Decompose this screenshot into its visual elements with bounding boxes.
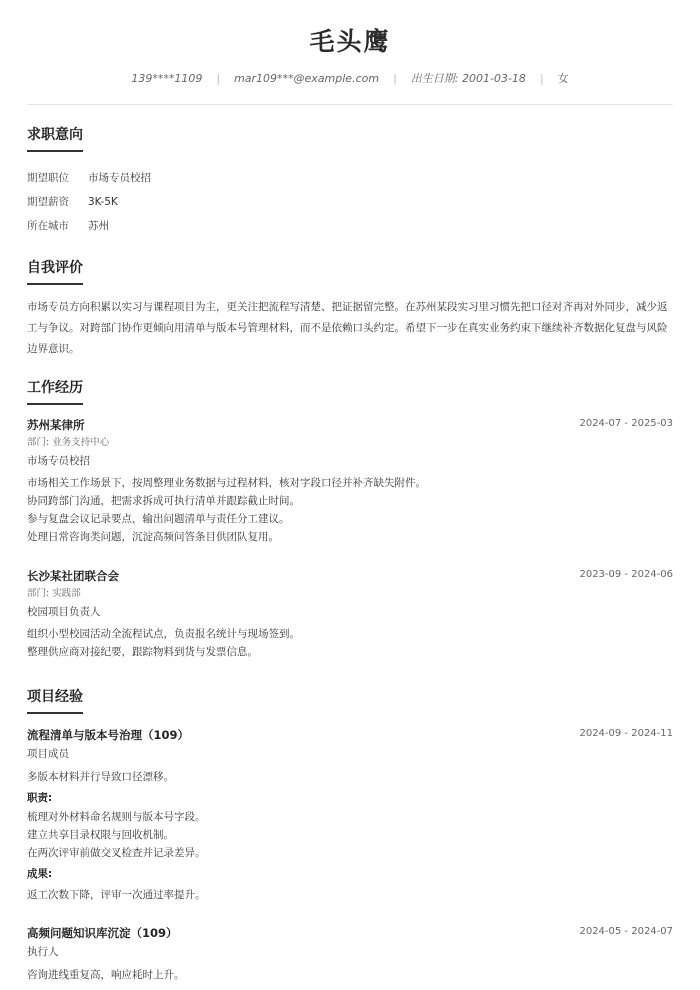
section-title: 工作经历 bbox=[27, 379, 83, 405]
intent-list bbox=[27, 166, 673, 238]
job-role: 校园项目负责人 bbox=[27, 606, 101, 618]
section-title: 自我评价 bbox=[27, 259, 83, 285]
duty-label: 职责: bbox=[27, 792, 53, 804]
paragraph-line: 工与争议。对跨部门协作更倾向用清单与版本号管理材料，而不是依赖口头约定。希望下一步在真实业务约束下继续补齐数据化复盘与风险 bbox=[27, 322, 668, 334]
section-self-evaluation bbox=[27, 257, 673, 360]
result-line: 返工次数下降，评审一次通过率提升。 bbox=[27, 889, 206, 901]
project-role: 项目成员 bbox=[27, 748, 69, 760]
paragraph-line: 边界意识。 bbox=[27, 343, 80, 355]
project-background: 多版本材料并行导致口径漂移。 bbox=[27, 771, 174, 783]
date-range: 2024-05 - 2024-07 bbox=[579, 926, 673, 937]
date-range: 2024-09 - 2024-11 bbox=[579, 728, 673, 739]
company-name: 苏州某律所 bbox=[27, 418, 85, 432]
section-title: 求职意向 bbox=[27, 126, 83, 152]
duty-list bbox=[27, 808, 673, 862]
date-range: 2023-09 - 2024-06 bbox=[579, 569, 673, 580]
project-entry bbox=[27, 725, 673, 906]
duty-line: 在两次评审前做交叉检查并记录差异。 bbox=[27, 847, 206, 859]
work-entry bbox=[27, 415, 673, 546]
job-role: 市场专员校招 bbox=[27, 455, 90, 467]
section-job-intent bbox=[27, 124, 673, 238]
result-label: 成果: bbox=[27, 868, 53, 880]
date-range: 2024-07 - 2025-03 bbox=[579, 418, 673, 429]
intent-key: 期望职位 bbox=[27, 172, 69, 184]
project-name: 流程清单与版本号治理（109） bbox=[27, 728, 190, 742]
duty-line: 建立共享目录权限与回收机制。 bbox=[27, 829, 174, 841]
project-name: 高频问题知识库沉淀（109） bbox=[27, 926, 178, 940]
intent-value: 苏州 bbox=[88, 220, 109, 232]
birth-date: 出生日期: 2001-03-18 bbox=[410, 72, 526, 85]
work-description bbox=[27, 625, 673, 661]
intent-value: 市场专员校招 bbox=[88, 172, 151, 184]
separator: | bbox=[393, 72, 397, 85]
description-line: 处理日常咨询类问题，沉淀高频问答条目供团队复用。 bbox=[27, 531, 279, 543]
section-title: 项目经验 bbox=[27, 688, 83, 714]
description-line: 整理供应商对接纪要，跟踪物料到货与发票信息。 bbox=[27, 646, 258, 658]
department: 部门: 实践部 bbox=[27, 588, 81, 599]
intent-value: 3K-5K bbox=[88, 196, 118, 208]
project-role: 执行人 bbox=[27, 946, 59, 958]
department: 部门: 业务支持中心 bbox=[27, 437, 110, 448]
paragraph-line: 市场专员方向积累以实习与课程项目为主，更关注把流程写清楚、把证据留完整。在苏州某段实习里习惯先把口径对齐再对外同步，减少返 bbox=[27, 301, 668, 313]
duty-line: 梳理对外材料命名规则与版本号字段。 bbox=[27, 811, 206, 823]
separator: | bbox=[216, 72, 221, 85]
section-projects bbox=[27, 686, 673, 714]
work-entry bbox=[27, 566, 673, 661]
intent-row-city bbox=[27, 214, 673, 238]
intent-row-salary bbox=[27, 190, 673, 214]
section-work-experience bbox=[27, 377, 673, 405]
header-divider bbox=[27, 104, 673, 105]
project-background: 咨询进线重复高，响应耗时上升。 bbox=[27, 969, 185, 981]
gender: 女 bbox=[557, 72, 569, 85]
description-line: 市场相关工作场景下，按周整理业务数据与过程材料，核对字段口径并补齐缺失附件。 bbox=[27, 477, 426, 489]
intent-key: 所在城市 bbox=[27, 220, 69, 232]
candidate-name: 毛头鹰 bbox=[309, 27, 391, 56]
separator: | bbox=[539, 72, 544, 85]
contact-line bbox=[0, 70, 700, 86]
company-name: 长沙某社团联合会 bbox=[27, 569, 119, 583]
description-line: 协同跨部门沟通，把需求拆成可执行清单并跟踪截止时间。 bbox=[27, 495, 300, 507]
self-evaluation-text bbox=[27, 297, 673, 360]
project-entry bbox=[27, 923, 673, 986]
description-line: 组织小型校园活动全流程试点，负责报名统计与现场签到。 bbox=[27, 628, 300, 640]
intent-key: 期望薪资 bbox=[27, 196, 69, 208]
description-line: 参与复盘会议记录要点，输出问题清单与责任分工建议。 bbox=[27, 513, 290, 525]
intent-row-position bbox=[27, 166, 673, 190]
work-description bbox=[27, 474, 673, 546]
email: mar109***@example.com bbox=[234, 72, 380, 85]
phone: 139****1109 bbox=[131, 72, 203, 85]
